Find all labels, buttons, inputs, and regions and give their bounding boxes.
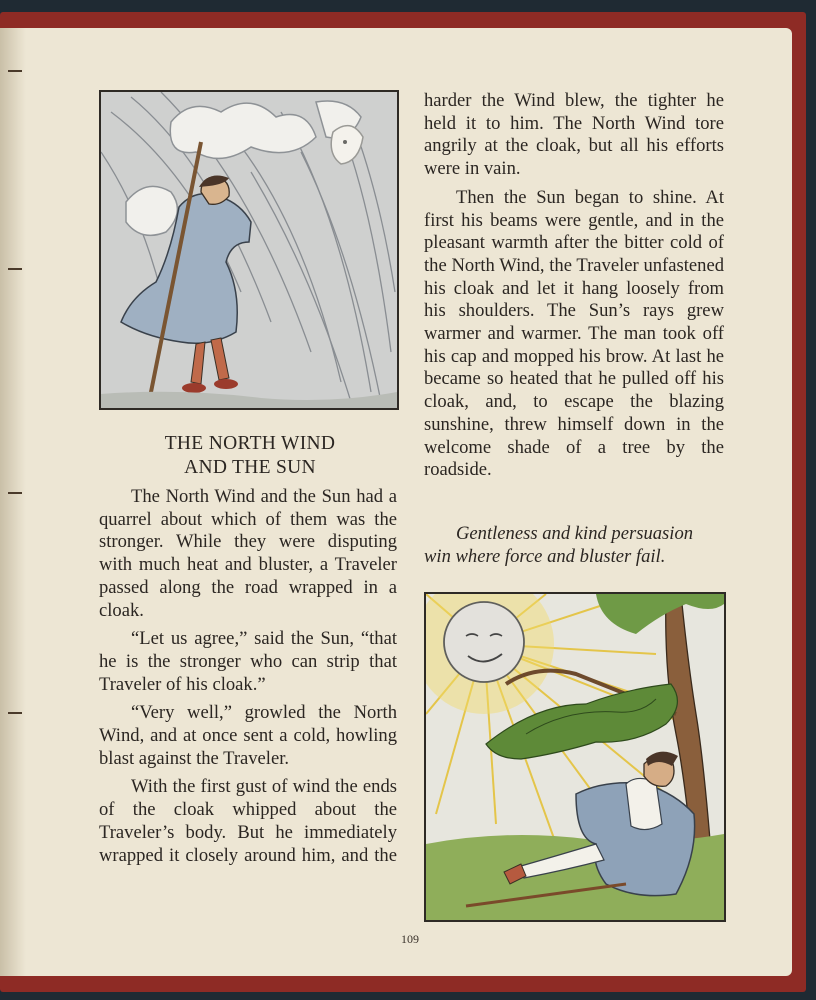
- paragraph: harder the Wind blew, the tighter he held it to him. The North Wind tore angrily at the cloak, but all his efforts were in vain.: [424, 90, 724, 180]
- moral-line-2: win where force and bluster fail.: [424, 545, 666, 567]
- binding-stitch: [8, 70, 22, 72]
- story-title: [100, 432, 400, 480]
- sun-illustration: [424, 592, 726, 922]
- right-column-text: [424, 90, 724, 488]
- paragraph: “Let us agree,” said the Sun, “that he is the stronger who can strip that Traveler of his cloak.”: [99, 628, 397, 695]
- left-column-text: [99, 486, 397, 873]
- binding-stitch: [8, 268, 22, 270]
- page-number: 109: [401, 932, 419, 946]
- title-line-2: AND THE SUN: [184, 457, 316, 478]
- binding-stitch: [8, 492, 22, 494]
- paragraph: “Very well,” growled the North Wind, and at once sent a cold, howling blast against the Traveler.: [99, 702, 397, 769]
- story-moral: [424, 523, 724, 568]
- paragraph: Then the Sun began to shine. At first his beams were gentle, and in the pleasant warmth after the bitter cold of the North Wind, the Traveler unfastened his cloak and let it hang loosely from his shoulders. The Sun’s rays grew warmer and warmer. The man took off his cap and mopped his brow. At last he became so heated that he pulled off his cloak, and, to escape the blazing sunshine, threw himself down in the welcome shade of a tree by the roadside.: [424, 186, 724, 481]
- paragraph: The North Wind and the Sun had a quarrel about which of them was the stronger. While they were disputing with much heat and bluster, a Traveler passed along the road wrapped in a cloak.: [99, 486, 397, 621]
- paragraph: With the first gust of wind the ends of the cloak whipped about the Traveler’s body. But he immediately wrapped it closely around him, and the: [99, 776, 397, 866]
- north-wind-illustration: [99, 90, 399, 410]
- page-gutter: [0, 28, 26, 976]
- binding-stitch: [8, 712, 22, 714]
- title-line-1: THE NORTH WIND: [164, 433, 336, 454]
- sun-face-icon: [444, 602, 524, 682]
- moral-line-1: Gentleness and kind persuasion: [456, 523, 694, 544]
